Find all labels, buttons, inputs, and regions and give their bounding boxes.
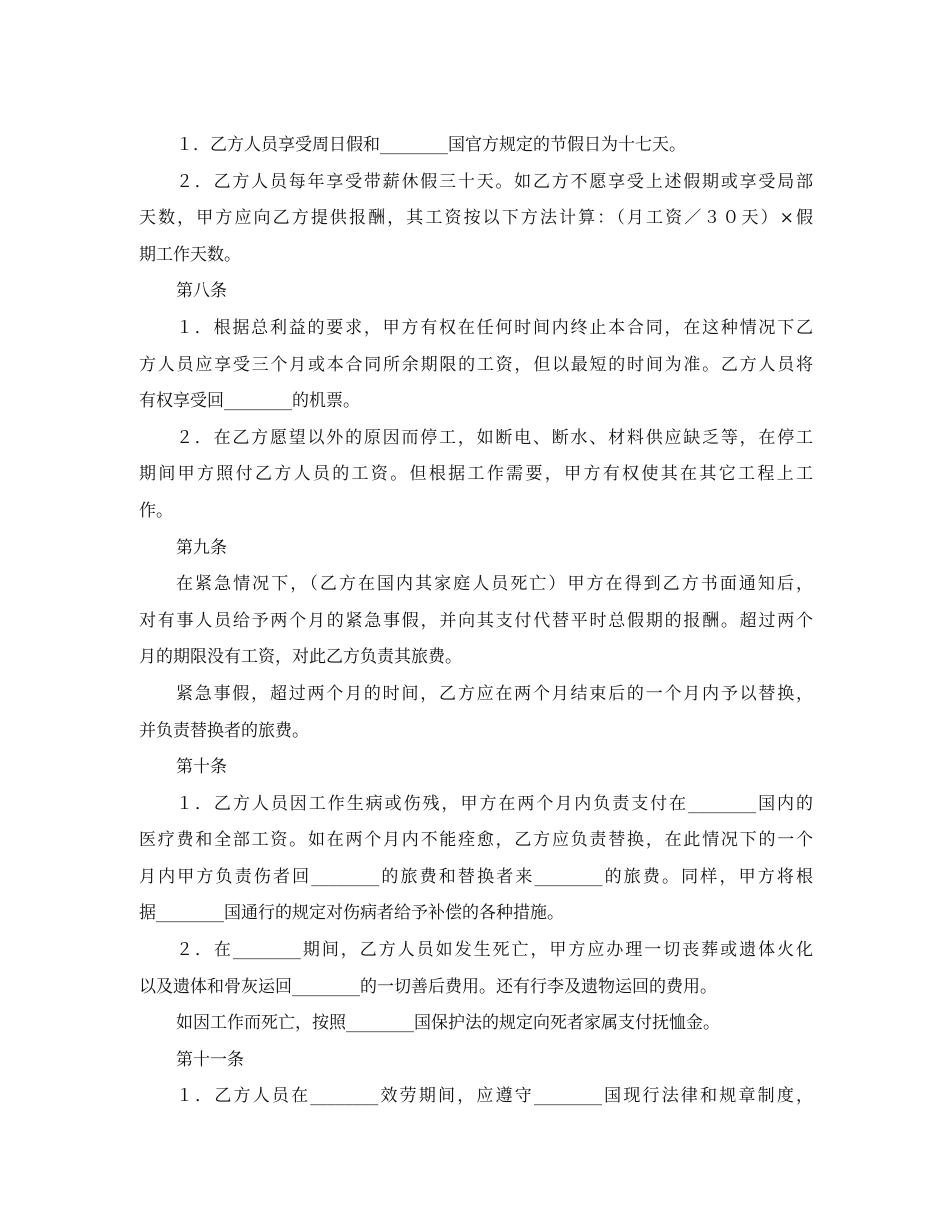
text-line: 紧急事假，超过两个月的时间，乙方应在两个月结束后的一个月内予以替换， — [176, 683, 813, 704]
text-line: 第十条 — [176, 757, 227, 778]
text-line: 作。 — [139, 500, 173, 521]
text-line: 期间甲方照付乙方人员的工资。但根据工作需要，甲方有权使其在其它工程上工 — [139, 464, 813, 485]
text-line: 天数，甲方应向乙方提供报酬，其工资按以下方法计算：（月工资／３０天）×假 — [139, 208, 813, 229]
text-line: １．乙方人员因工作生病或伤残，甲方在两个月内负责支付在________国内的 — [176, 793, 813, 814]
text-line: 如因工作而死亡，按照________国保护法的规定向死者家属支付抚恤金。 — [176, 1013, 720, 1034]
text-line: 第九条 — [176, 537, 227, 558]
document-body — [139, 127, 813, 1115]
text-line: 并负责替换者的旅费。 — [139, 720, 309, 741]
text-line: ２．在乙方愿望以外的原因而停工，如断电、断水、材料供应缺乏等，在停工 — [176, 427, 813, 448]
text-line: 期工作天数。 — [139, 244, 241, 265]
document-page — [139, 127, 813, 1115]
text-line: 第八条 — [176, 281, 227, 302]
text-line: １．根据总利益的要求，甲方有权在任何时间内终止本合同，在这种情况下乙 — [176, 317, 813, 338]
text-line: 月的期限没有工资，对此乙方负责其旅费。 — [139, 647, 462, 668]
text-line: 对有事人员给予两个月的紧急事假，并向其支付代替平时总假期的报酬。超过两个 — [139, 610, 813, 631]
text-line: 方人员应享受三个月或本合同所余期限的工资，但以最短的时间为准。乙方人员将 — [139, 354, 813, 375]
text-line: ２．在________期间，乙方人员如发生死亡，甲方应办理一切丧葬或遗体火化 — [176, 940, 813, 961]
text-line: 据________国通行的规定对伤病者给予补偿的各种措施。 — [139, 903, 564, 924]
text-line: 在紧急情况下，（乙方在国内其家庭人员死亡）甲方在得到乙方书面通知后， — [176, 574, 813, 595]
text-line: 有权享受回________的机票。 — [139, 391, 360, 412]
text-line: １．乙方人员享受周日假和________国官方规定的节假日为十七天。 — [176, 135, 686, 155]
text-line: ２．乙方人员每年享受带薪休假三十天。如乙方不愿享受上述假期或享受局部 — [176, 171, 813, 192]
text-line: 月内甲方负责伤者回________的旅费和替换者来________的旅费。同样，甲方将根 — [139, 866, 813, 887]
text-line: 以及遗体和骨灰运回________的一切善后费用。还有行李及遗物运回的费用。 — [139, 976, 717, 997]
text-line: １．乙方人员在________效劳期间，应遵守________国现行法律和规章制度， — [176, 1086, 813, 1107]
text-line: 医疗费和全部工资。如在两个月内不能痊愈，乙方应负责替换，在此情况下的一个 — [139, 830, 813, 851]
text-line: 第十一条 — [176, 1049, 244, 1070]
